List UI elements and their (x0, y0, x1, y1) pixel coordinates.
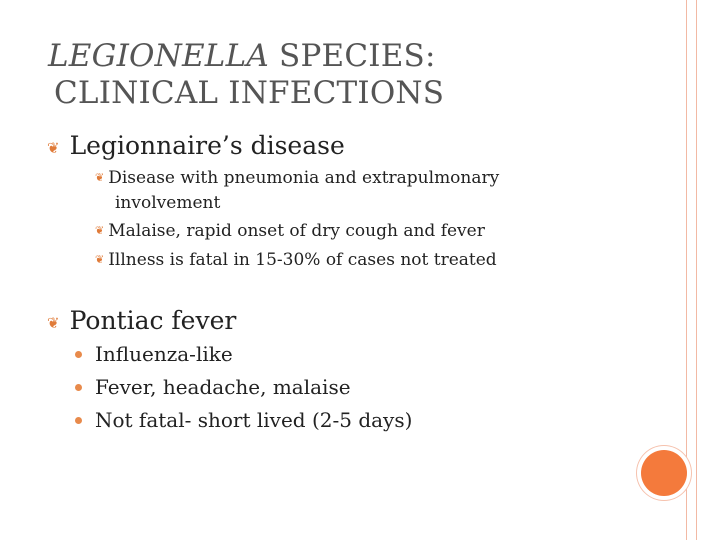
list-item (95, 216, 485, 246)
fleuron-icon: ❦ (47, 139, 60, 157)
list-item (75, 408, 412, 432)
fleuron-icon: ❦ (95, 253, 105, 266)
title-line2: CLINICAL INFECTIONS (54, 75, 445, 111)
section-heading-pontiac (47, 306, 236, 335)
border-line (696, 0, 697, 540)
title-rest: SPECIES: (268, 38, 436, 74)
fleuron-icon: ❦ (47, 314, 60, 332)
list-item-text: Illness is fatal in 15-30% of cases not treated (108, 250, 497, 270)
list-item (95, 163, 499, 193)
bullet-dot-icon (75, 384, 82, 391)
bullet-dot-icon (75, 351, 82, 358)
title-italic: LEGIONELLA (48, 38, 269, 74)
heading-text: Legionnaire’s disease (69, 131, 345, 160)
list-item-text: Influenza-like (95, 342, 233, 366)
decorative-circle (641, 450, 687, 496)
list-item-continuation (115, 193, 220, 213)
list-item-text: Fever, headache, malaise (95, 375, 351, 399)
list-item (75, 375, 351, 399)
slide-title (48, 38, 444, 112)
list-item-text: Malaise, rapid onset of dry cough and fever (108, 221, 485, 241)
right-border (680, 0, 720, 540)
section-heading-legionnaires (47, 131, 345, 160)
list-item (95, 245, 497, 275)
fleuron-icon: ❦ (95, 171, 105, 184)
fleuron-icon: ❦ (95, 224, 105, 237)
border-line (686, 0, 687, 540)
heading-text: Pontiac fever (69, 306, 237, 335)
bullet-dot-icon (75, 417, 82, 424)
list-item (75, 342, 233, 366)
list-item-text: involvement (115, 193, 221, 213)
list-item-text: Disease with pneumonia and extrapulmonary (108, 168, 500, 188)
list-item-text: Not fatal- short lived (2-5 days) (95, 408, 413, 432)
